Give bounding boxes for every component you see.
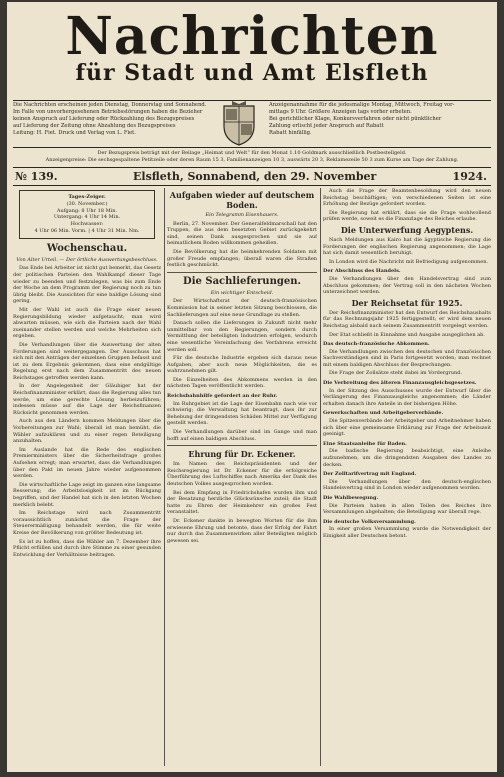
info-line: Die Nachrichten erscheinen jeden Dienstag, Donnerstag und Sonnabend.: [13, 102, 207, 108]
info-line: auf Lieferung der Zeitung ohne Abzahlung des Bezugspreises: [13, 123, 176, 129]
column-3: [323, 188, 491, 766]
info-line: Leitung: H. Fiet. Druck und Verlag von L. Fiet.: [13, 130, 136, 136]
price-tagline: [13, 150, 491, 163]
tagline-line: Der Bezugspreis beträgt mit der Beilage „Heimat und Welt“ für den Monat 1.10 Goldmark ausschließlich Postbestellgeld.: [97, 150, 407, 156]
almanac-line: 4 Uhr 06 Min. Vorm. | 4 Uhr 31 Min. Nm.: [34, 227, 140, 234]
almanac-line: Hochwasser:: [70, 221, 104, 228]
article-heading: Der Reichsetat für 1925.: [351, 297, 463, 308]
article-paragraph: Im Auslande hat die Rede des englischen Premierministers über die Sicherheitsfrage großes Aufsehen erregt; man erwartet, dass die Verhandlungen über den Pakt im neuen Jahre wieder aufgenommen werden.: [13, 446, 161, 480]
section-subheading: Der Zolltarifvertrag mit England.: [323, 471, 417, 478]
publication-info: [13, 102, 213, 137]
info-line: mittags 9 Uhr. Größere Anzeigen tags vorher erbeten.: [269, 109, 412, 115]
article-paragraph: Das Ende bei Arbeiter ist nicht gut bemerkt, das Gesetz der politischen Parteien den Wahlkampf dieser Tage wieder zu beenden und festzulegen, was bis zum Ende der Woche an dem Programm der Regierung noch zu tun übrig bleibt. Die Aussichten für eine baldige Lösung sind gering.: [13, 265, 161, 305]
article-paragraph: Im Reichstage wird nach Zusammentritt voraussichtlich zunächst die Frage der Steuerermäßigung behandelt werden, die für weite Kreise der Bevölkerung von größter Bedeutung ist.: [13, 510, 161, 536]
article-paragraph: In London wird die Nachricht mit Befriedigung aufgenommen.: [329, 258, 489, 265]
article-paragraph: Die Verhandlungen darüber sind im Gange und man hofft auf einen baldigen Abschluss.: [167, 429, 317, 442]
section-subheading: Reichsbahnhilfe gefordert an der Ruhr.: [167, 393, 278, 400]
section-subheading: Die Wahlbewegung.: [323, 494, 379, 501]
issue-number: № 139.: [15, 170, 58, 183]
article-paragraph: Der Reichsfinanzminister hat den Entwurf des Reichshaushalts für das Rechnungsjahr 1925 fertiggestellt; er wird dem neuen Reichstag alsbald nach seinem Zusammentritt vorgelegt werden.: [323, 309, 491, 329]
coat-of-arms-icon: [220, 100, 258, 146]
article-paragraph: Die Verhandlungen über die Auswertung der alten Forderungen sind weitergegangen. Der Ausschuss hat sich mit den Anträgen der einzelnen Gruppen befasst und ist zu dem Ergebnis gekommen, dass eine endgültige Regelung erst nach dem Zusammentritt des neuen Reichstages getroffen werden kann.: [13, 341, 161, 381]
section-subheading: Der Abschluss des Handels.: [323, 268, 401, 275]
article-heading: Die Unterwerfung Aegyptens.: [340, 224, 474, 235]
article-paragraph: Mit der Wahl ist auch die Frage einer neuen Regierungsbildung wieder aufgetaucht; man wird abwarten müssen, wie sich die Parteien nach der Wahl zueinander stellen werden und welche Mehrheiten sich ergeben.: [13, 306, 161, 340]
info-line: Rabatt hinfällig.: [269, 130, 312, 136]
article-heading: Aufgaben wieder auf deutschem Boden.: [169, 190, 315, 210]
article-heading: Die Sachlieferungen.: [183, 275, 301, 287]
column-divider: [320, 188, 321, 766]
article-separator: [167, 445, 317, 446]
article-paragraph: Bei dem Empfang in Friedrichshafen wurden ihm und der Besatzung herzliche Glückwünsche zuteil; die Stadt hatte zu Ehren der Heimkehrer ein großes Fest veranstaltet.: [167, 489, 317, 516]
article-paragraph: Auch die Frage der Beamtenbesoldung wird den neuen Reichstag beschäftigen; von verschiedenen Seiten ist eine Erhöhung der Bezüge gefordert worden.: [323, 188, 491, 208]
info-line: Bei gerichtlicher Klage, Konkursverfahren oder nicht pünktlicher: [269, 116, 442, 122]
masthead: [7, 2, 497, 110]
article-paragraph: Der Wirtschaftsrat der deutsch-französischen Kommission hat in seiner letzten Sitzung beschlossen, die Sachlieferungen auf eine neue Grundlage zu stellen.: [167, 298, 317, 318]
newspaper-page: [7, 2, 497, 772]
column-2: [167, 188, 317, 766]
newspaper-subtitle: für Stadt und Amt Elsfleth: [75, 60, 429, 86]
article-paragraph: Die Verhandlungen über den deutsch-englischen Handelsvertrag sind in London wieder aufgenommen worden.: [323, 478, 491, 492]
article-paragraph: Danach sollen die Lieferungen in Zukunft nicht mehr unmittelbar von den Regierungen, sondern durch Vermittlung der beteiligten Industrien erfolgen, wodurch eine wesentliche Vereinfachung des Verfahrens erreicht werden soll.: [167, 320, 317, 353]
info-line: Zahlung erlischt jeder Anspruch auf Rabatt: [269, 123, 384, 129]
advertising-info: [269, 102, 491, 137]
almanac-line: (30. November.): [66, 200, 108, 207]
section-subheading: Das deutsch-französische Abkommen.: [323, 341, 430, 348]
info-line: Anzeigenannahme für die jedesmalige Montag, Mittwoch, Freitag vor-: [269, 102, 455, 108]
newspaper-title: Nachrichten: [65, 6, 439, 67]
column-divider: [164, 188, 165, 766]
article-heading: Ehrung für Dr. Eckener.: [188, 449, 296, 460]
article-paragraph: In der Sitzung des Ausschusses wurde der Entwurf über die Verlängerung des Finanzausgleichs angenommen; die Länder erhalten danach ihre Anteile in der bisherigen Höhe.: [323, 387, 491, 407]
almanac-title: Tages-Zeiger.: [68, 194, 106, 200]
article-subheading: Ein Telegramm Eisenhauers.: [205, 212, 279, 218]
article-paragraph: Dr. Eckener dankte in bewegten Worten für die ihm erwiesene Ehrung und betonte, dass der Erfolg der Fahrt nur durch das Zusammenwirken aller Beteiligten möglich gewesen sei.: [167, 517, 317, 544]
article-paragraph: Die Frage der Zollsätze steht dabei im Vordergrund.: [329, 370, 463, 377]
info-line: Im Falle von unvorhergesehenen Betriebsstörungen haben die Bezieher: [13, 109, 203, 115]
article-paragraph: Für die deutsche Industrie ergeben sich daraus neue Aufgaben, aber auch neue Möglichkeiten, die es wahrzunehmen gilt.: [167, 355, 317, 375]
article-paragraph: Die Spitzenverbände der Arbeitgeber und Arbeitnehmer haben sich über eine gemeinsame Erklärung zur Frage der Arbeitszeit geeinigt.: [323, 418, 491, 438]
article-paragraph: Die Verhandlungen über den Handelsvertrag sind zum Abschluss gekommen; der Vertrag soll in den nächsten Wochen unterzeichnet werden.: [323, 275, 491, 296]
info-rule: [13, 147, 491, 148]
section-subheading: Die deutsche Volksversammlung.: [323, 518, 416, 525]
article-paragraph: Der Etat schließt in Einnahme und Ausgabe ausgeglichen ab.: [329, 331, 485, 338]
almanac-line: Aufgang: 8 Uhr 18 Min.: [56, 207, 118, 214]
tagline-line: Anzeigenpreise: Die sechsgespaltene Petitzeile oder deren Raum 15 3, Familienanzeigen 10 3, auswärts 20 3, Reklamezeile 50 3 zum Kurse am Tage der Zahlung.: [45, 156, 459, 163]
section-subheading: Gewerkschaften und Arbeitgeberverbände.: [323, 410, 444, 417]
article-paragraph: Die Parteien haben in allen Teilen des Reiches ihre Versammlungen abgehalten; die Beteiligung war überall rege.: [323, 502, 491, 516]
section-subheading: Die Verbreitung des älteren Finanzausgleichsgesetzes.: [323, 380, 477, 387]
article-paragraph: Es ist zu hoffen, dass die Wähler am 7. Dezember ihre Pflicht erfüllen und durch ihre Stimme zu einer gesunden Entwicklung der Verhältnisse beitragen.: [13, 538, 161, 558]
article-paragraph: Im Ruhrgebiet ist die Lage der Eisenbahn nach wie vor schwierig; die Verwaltung hat beantragt, dass ihr zur Behebung der dringendsten Schäden Mittel zur Verfügung gestellt werden.: [167, 400, 317, 427]
article-paragraph: In der Angelegenheit der Gläubiger hat der Reichsfinanzminister erklärt, dass die Regierung alles tun werde, um eine gerechte Lösung herbeizuführen; indessen müsse auf die Lage der Reichsfinanzen Rücksicht genommen werden.: [13, 383, 161, 416]
article-paragraph: Auch aus den Ländern kommen Meldungen über die Vorbereitungen zur Wahl; überall ist man bemüht, die Wähler aufzuklären und zu einer regen Beteiligung anzuhalten.: [13, 418, 161, 445]
column-1: [13, 188, 161, 766]
article-paragraph: Die Einzelheiten des Abkommens werden in den nächsten Tagen veröffentlicht werden.: [167, 376, 317, 390]
article-separator: [167, 272, 317, 273]
article-paragraph: Die Regierung hat erklärt, dass sie die Frage wohlwollend prüfen werde, soweit es die Finanzlage des Reiches erlaube.: [323, 209, 491, 223]
article-paragraph: Die Bevölkerung hat die heimkehrenden Soldaten mit großer Freude empfangen; überall waren die Straßen festlich geschmückt.: [167, 248, 317, 269]
dateline: [13, 169, 491, 185]
info-line: keinen Anspruch auf Lieferung oder Rückzahlung des Bezugspreises: [13, 116, 195, 122]
issue-date: Elsfleth, Sonnabend, den 29. November: [133, 170, 377, 183]
almanac-line: Untergang: 4 Uhr 14 Min.: [53, 214, 121, 221]
article-paragraph: Nach Meldungen aus Kairo hat die ägyptische Regierung die Forderungen der englischen Regierung angenommen; die Lage hat sich damit wesentlich beruhigt.: [323, 236, 491, 257]
article-paragraph: In einer großen Versammlung wurde die Notwendigkeit der Einigkeit aller Deutschen betont.: [323, 526, 491, 539]
daily-almanac-box: [19, 190, 155, 239]
issue-year: 1924.: [452, 170, 487, 183]
article-paragraph: Berlin, 27. November. Der Generalfeldmarschall hat den Truppen, die aus dem besetzten Gebiet zurückgekehrt sind, seinen Dank ausgesprochen und sie auf heimatlichem Boden willkommen geheißen.: [167, 220, 317, 247]
article-paragraph: Im Namen des Reichspräsidenten und der Reichsregierung ist Dr. Eckener für die erfolgreiche Überführung des Luftschiffes nach Amerika der Dank des deutschen Volkes ausgesprochen worden.: [167, 461, 317, 487]
dateline-bottom-rule: [13, 185, 491, 186]
article-subheading: Ein wichtiger Entscheid.: [210, 289, 274, 296]
article-subheading: Von Alter Urteil. — Der örtliche Auswertungsbeschluss.: [16, 256, 158, 263]
section-subheading: Eine Staatsanleihe für Baden.: [323, 440, 407, 447]
dateline-top-rule: [13, 167, 491, 168]
article-paragraph: Die wirtschaftliche Lage zeigt im ganzen eine langsame Besserung; die Arbeitslosigkeit ist im Rückgang begriffen, und der Handel hat sich in den letzten Wochen merklich belebt.: [13, 481, 161, 508]
article-heading: Wochenschau.: [46, 242, 128, 254]
article-paragraph: Die Verhandlungen zwischen den deutschen und französischen Sachverständigen sind in Paris fortgesetzt worden; man rechnet mit einem baldigen Abschluss der Besprechungen.: [323, 348, 491, 368]
article-paragraph: Die badische Regierung beabsichtigt, eine Anleihe aufzunehmen, um die dringendsten Ausgaben des Landes zu decken.: [323, 448, 491, 468]
